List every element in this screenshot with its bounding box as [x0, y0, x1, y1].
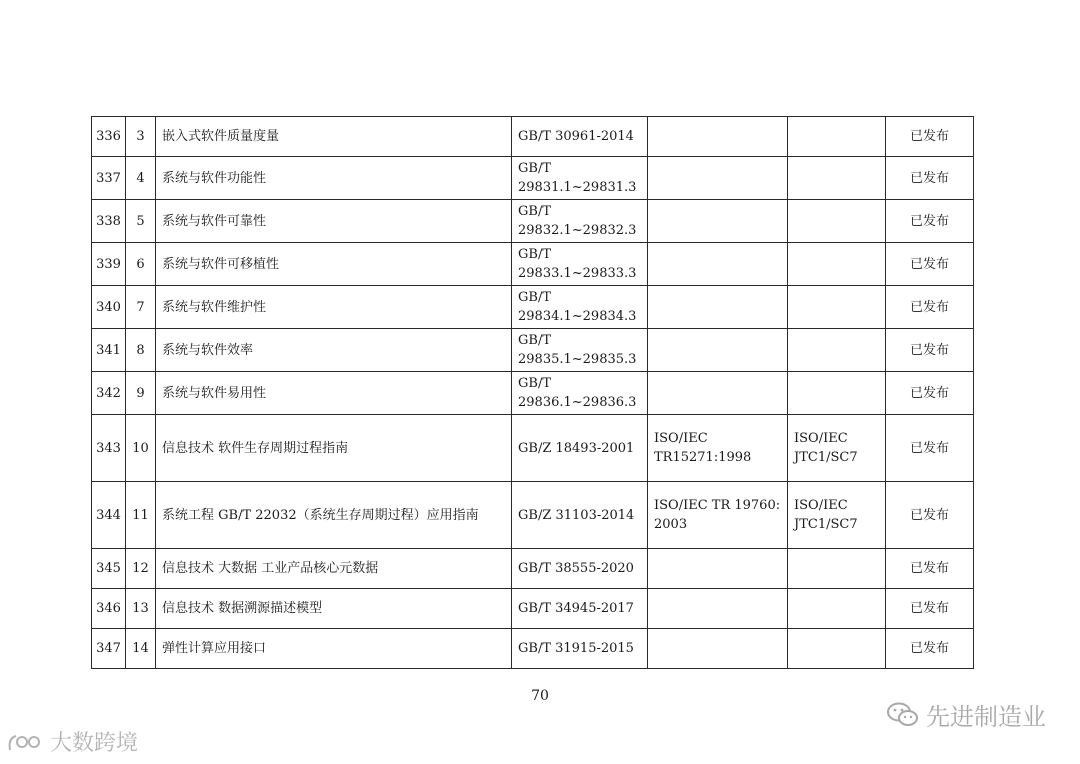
- row-number: 337: [92, 157, 126, 200]
- item-index: 6: [126, 243, 156, 286]
- standard-code: GB/T 29836.1~29836.3: [512, 372, 648, 415]
- table-row: [92, 549, 974, 589]
- row-number: 341: [92, 329, 126, 372]
- watermark-source: [6, 726, 138, 757]
- standard-name: 嵌入式软件质量度量: [156, 117, 512, 157]
- page-number: 70: [531, 688, 549, 704]
- row-number: 340: [92, 286, 126, 329]
- standards-table: [91, 116, 974, 669]
- international-standard: [648, 117, 788, 157]
- row-number: 338: [92, 200, 126, 243]
- technical-committee: [788, 589, 886, 629]
- standard-name: 系统与软件可靠性: [156, 200, 512, 243]
- standard-name: 信息技术 大数据 工业产品核心元数据: [156, 549, 512, 589]
- table-row: [92, 117, 974, 157]
- technical-committee: [788, 286, 886, 329]
- item-index: 5: [126, 200, 156, 243]
- status-cell: 已发布: [886, 415, 974, 482]
- table-row: [92, 589, 974, 629]
- watermark-wechat: [886, 697, 1046, 732]
- standard-code: GB/Z 31103-2014: [512, 482, 648, 549]
- international-standard: [648, 372, 788, 415]
- table-row: [92, 482, 974, 549]
- technical-committee: ISO/IEC JTC1/SC7: [788, 415, 886, 482]
- status-cell: 已发布: [886, 372, 974, 415]
- row-number: 345: [92, 549, 126, 589]
- status-cell: 已发布: [886, 549, 974, 589]
- status-cell: 已发布: [886, 157, 974, 200]
- international-standard: [648, 243, 788, 286]
- international-standard: [648, 329, 788, 372]
- standard-name: 系统与软件易用性: [156, 372, 512, 415]
- standard-code: GB/Z 18493-2001: [512, 415, 648, 482]
- international-standard: [648, 200, 788, 243]
- item-index: 7: [126, 286, 156, 329]
- technical-committee: ISO/IEC JTC1/SC7: [788, 482, 886, 549]
- table-row: [92, 372, 974, 415]
- status-cell: 已发布: [886, 117, 974, 157]
- standard-code: GB/T 38555-2020: [512, 549, 648, 589]
- standard-code: GB/T 30961-2014: [512, 117, 648, 157]
- status-cell: 已发布: [886, 286, 974, 329]
- status-cell: 已发布: [886, 482, 974, 549]
- status-cell: 已发布: [886, 200, 974, 243]
- technical-committee: [788, 549, 886, 589]
- technical-committee: [788, 243, 886, 286]
- standard-code: GB/T 29834.1~29834.3: [512, 286, 648, 329]
- standard-code: GB/T 31915-2015: [512, 629, 648, 669]
- technical-committee: [788, 372, 886, 415]
- standard-name: 系统工程 GB/T 22032（系统生存周期过程）应用指南: [156, 482, 512, 549]
- international-standard: [648, 549, 788, 589]
- technical-committee: [788, 329, 886, 372]
- table-row: [92, 157, 974, 200]
- standard-code: GB/T 34945-2017: [512, 589, 648, 629]
- status-cell: 已发布: [886, 589, 974, 629]
- item-index: 11: [126, 482, 156, 549]
- status-cell: 已发布: [886, 329, 974, 372]
- international-standard: [648, 157, 788, 200]
- status-cell: 已发布: [886, 243, 974, 286]
- row-number: 347: [92, 629, 126, 669]
- international-standard: ISO/IEC TR 19760: 2003: [648, 482, 788, 549]
- technical-committee: [788, 117, 886, 157]
- item-index: 4: [126, 157, 156, 200]
- table-row: [92, 415, 974, 482]
- table-row: [92, 629, 974, 669]
- standard-code: GB/T 29831.1~29831.3: [512, 157, 648, 200]
- technical-committee: [788, 200, 886, 243]
- international-standard: [648, 589, 788, 629]
- item-index: 13: [126, 589, 156, 629]
- row-number: 336: [92, 117, 126, 157]
- standard-name: 信息技术 软件生存周期过程指南: [156, 415, 512, 482]
- row-number: 339: [92, 243, 126, 286]
- table-row: [92, 200, 974, 243]
- row-number: 346: [92, 589, 126, 629]
- row-number: 343: [92, 415, 126, 482]
- table-row: [92, 243, 974, 286]
- table-row: [92, 286, 974, 329]
- row-number: 344: [92, 482, 126, 549]
- wechat-logo-icon: [886, 701, 920, 729]
- watermark-left-text: 大数跨境: [50, 731, 139, 756]
- table-body: [92, 117, 974, 669]
- status-cell: 已发布: [886, 629, 974, 669]
- standard-name: 系统与软件效率: [156, 329, 512, 372]
- item-index: 9: [126, 372, 156, 415]
- source-logo-icon: [6, 730, 46, 754]
- standard-code: GB/T 29832.1~29832.3: [512, 200, 648, 243]
- technical-committee: [788, 629, 886, 669]
- standard-name: 信息技术 数据溯源描述模型: [156, 589, 512, 629]
- item-index: 12: [126, 549, 156, 589]
- international-standard: [648, 286, 788, 329]
- item-index: 14: [126, 629, 156, 669]
- row-number: 342: [92, 372, 126, 415]
- item-index: 8: [126, 329, 156, 372]
- international-standard: [648, 629, 788, 669]
- standard-name: 弹性计算应用接口: [156, 629, 512, 669]
- international-standard: ISO/IEC TR15271:1998: [648, 415, 788, 482]
- standard-code: GB/T 29835.1~29835.3: [512, 329, 648, 372]
- table-row: [92, 329, 974, 372]
- technical-committee: [788, 157, 886, 200]
- standard-name: 系统与软件维护性: [156, 286, 512, 329]
- standard-name: 系统与软件可移植性: [156, 243, 512, 286]
- item-index: 3: [126, 117, 156, 157]
- watermark-right-text: 先进制造业: [926, 703, 1046, 731]
- item-index: 10: [126, 415, 156, 482]
- standard-code: GB/T 29833.1~29833.3: [512, 243, 648, 286]
- standard-name: 系统与软件功能性: [156, 157, 512, 200]
